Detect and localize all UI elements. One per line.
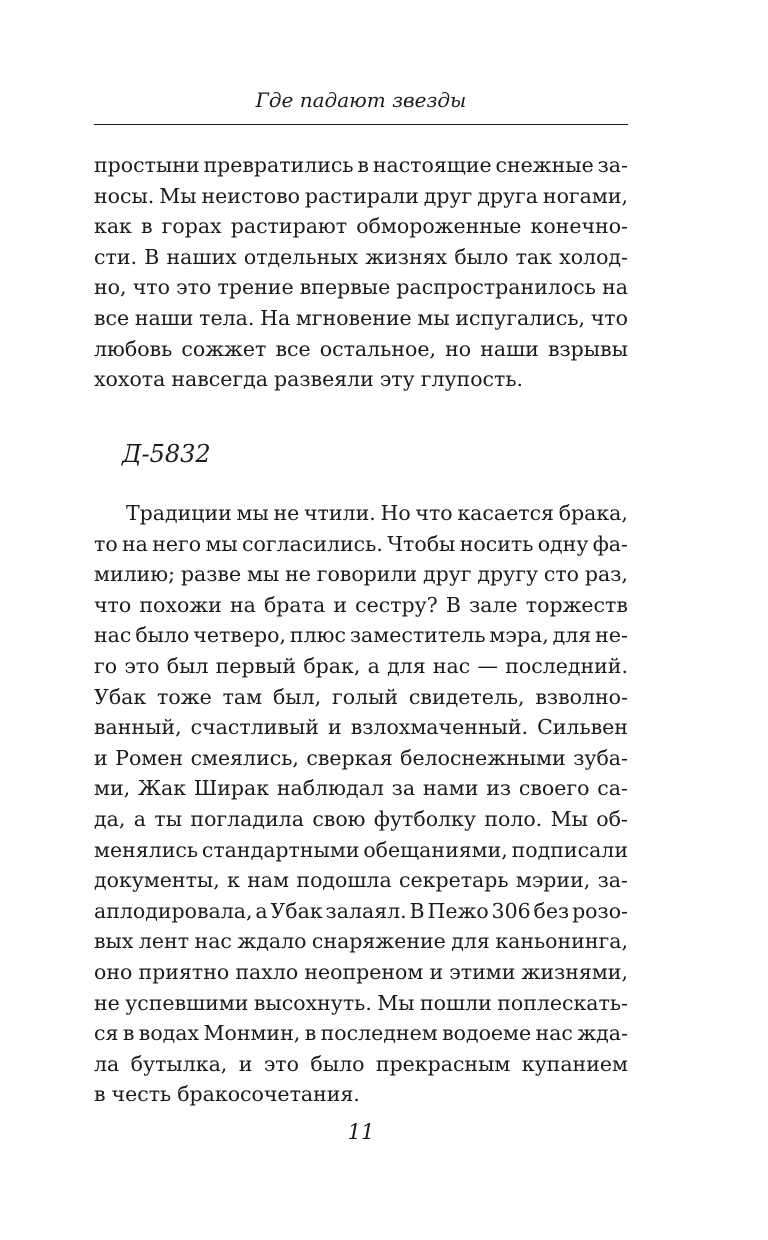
word: разве xyxy=(180,562,242,587)
word: а xyxy=(367,653,380,678)
word: неопреном xyxy=(304,959,424,984)
word: го xyxy=(94,653,118,678)
word: зуба- xyxy=(573,745,628,770)
word: нам xyxy=(247,868,290,893)
word: что xyxy=(94,592,132,617)
word: похожи xyxy=(139,592,222,617)
word: но, xyxy=(94,275,127,300)
paragraph-line xyxy=(94,529,628,560)
word: наших xyxy=(166,244,237,269)
word: не xyxy=(273,501,300,525)
word: залаял. xyxy=(325,898,407,923)
word: за xyxy=(391,776,416,801)
word: говорили xyxy=(316,562,418,587)
word: для xyxy=(451,929,490,954)
word: в xyxy=(122,1021,135,1046)
word: эту xyxy=(379,367,415,392)
word: было xyxy=(310,1051,365,1076)
word: любовь xyxy=(94,336,173,361)
word: к xyxy=(227,868,240,893)
word: стандартными xyxy=(201,837,360,862)
word: купанием xyxy=(521,1051,628,1076)
word: за- xyxy=(597,868,628,893)
word: торжеств xyxy=(525,592,628,617)
word: горах xyxy=(161,214,222,239)
word: брак, xyxy=(303,653,361,678)
word: снежные xyxy=(495,153,594,177)
word: ждa- xyxy=(577,1021,628,1046)
word: менялись xyxy=(94,837,199,862)
word: розо- xyxy=(572,898,628,923)
word: впервые xyxy=(299,275,391,300)
word: друг xyxy=(423,562,472,587)
word: друг xyxy=(423,183,473,208)
word: жизнях xyxy=(365,244,448,269)
word: Монмин, xyxy=(203,1021,301,1046)
word: был xyxy=(166,653,209,678)
word: голый xyxy=(331,684,399,709)
word: было xyxy=(135,623,190,648)
word: в xyxy=(357,153,369,177)
word: свою xyxy=(312,806,366,831)
paragraph-line xyxy=(94,150,628,181)
word: — xyxy=(477,653,498,678)
word: для xyxy=(387,653,426,678)
word: тела. xyxy=(199,305,255,330)
word: друга xyxy=(477,183,538,208)
word: хохота xyxy=(94,367,166,392)
word: документы, xyxy=(94,868,220,893)
word: что xyxy=(415,501,453,525)
word: сожжет xyxy=(181,336,267,361)
paragraph-line xyxy=(94,712,628,743)
word: подписали xyxy=(511,837,628,862)
word: настоящие xyxy=(372,153,492,177)
word: ногами, xyxy=(542,183,628,208)
word: об- xyxy=(596,806,628,831)
word: тоже xyxy=(157,684,212,709)
word: са- xyxy=(597,776,628,801)
paragraph-line xyxy=(94,988,628,1019)
word: это xyxy=(124,653,160,678)
word: последний. xyxy=(505,653,628,678)
paragraph-line xyxy=(94,743,628,774)
word: носить xyxy=(459,531,534,556)
paragraph-line xyxy=(94,896,628,927)
word: чтили. xyxy=(304,501,376,525)
word: Ромен xyxy=(115,745,184,770)
paragraph-line xyxy=(94,957,628,988)
paragraph-line xyxy=(94,181,628,212)
word: водоеме xyxy=(442,1021,532,1046)
word: и xyxy=(429,959,444,984)
word: Пежо xyxy=(427,898,489,923)
word: бутылка, xyxy=(130,1051,228,1076)
paragraph-line xyxy=(94,926,628,957)
word: и xyxy=(333,592,347,617)
word: футболку xyxy=(373,806,476,831)
word: брата xyxy=(263,592,326,617)
word: и xyxy=(94,745,108,770)
word: развеяли xyxy=(274,367,374,392)
word: поло. xyxy=(484,806,543,831)
word: ждало xyxy=(237,929,307,954)
word: В xyxy=(445,592,461,617)
word: Ширак xyxy=(193,776,270,801)
paragraph-line xyxy=(94,334,628,365)
word: в xyxy=(140,214,153,239)
paragraph-line xyxy=(94,590,628,621)
word: своего xyxy=(518,776,590,801)
word: Убак xyxy=(270,898,323,923)
paragraph-line xyxy=(94,303,628,334)
page-number: 11 xyxy=(347,1120,375,1144)
word: а xyxy=(255,898,268,923)
paragraph-line xyxy=(94,1049,628,1080)
word: секретарь xyxy=(399,868,509,893)
word: неистово xyxy=(201,183,300,208)
word: взлохмаченный. xyxy=(350,715,529,740)
word: аплодировала, xyxy=(94,898,253,923)
word: Традиции xyxy=(126,501,232,525)
word: так xyxy=(515,244,552,269)
word: что xyxy=(132,275,170,300)
paragraph-line xyxy=(94,364,628,395)
word: в xyxy=(94,1082,106,1107)
word: В xyxy=(144,244,160,269)
paragraph-line xyxy=(94,651,628,682)
word: жизнями, xyxy=(521,959,628,984)
word: первый xyxy=(215,653,297,678)
word: мэра, xyxy=(489,623,549,648)
word: ла xyxy=(94,1051,120,1076)
word: это xyxy=(263,1051,299,1076)
paragraph-line xyxy=(94,682,628,713)
word: взволно- xyxy=(535,684,628,709)
word: нас xyxy=(94,623,132,648)
word: свидетель, xyxy=(408,684,525,709)
paragraph-line xyxy=(94,804,628,835)
paragraph-line xyxy=(94,1079,628,1110)
word: сти. xyxy=(94,244,138,269)
word: отдельных xyxy=(243,244,359,269)
word: белоснежными xyxy=(400,745,566,770)
paragraph-line xyxy=(94,773,628,804)
word: мы xyxy=(236,501,269,525)
paragraph-line xyxy=(94,620,628,651)
word: носы. xyxy=(94,183,155,208)
word: а xyxy=(133,806,146,831)
word: то xyxy=(94,531,118,556)
word: успевшими xyxy=(125,990,249,1015)
word: счастливый xyxy=(190,715,319,740)
word: был, xyxy=(272,684,322,709)
word: последнем xyxy=(320,1021,438,1046)
word: было xyxy=(454,244,509,269)
paragraph-1 xyxy=(94,150,628,395)
word: за- xyxy=(597,153,628,177)
word: касается xyxy=(457,501,554,525)
word: снаряжение xyxy=(311,929,446,954)
running-head: Где падают звезды xyxy=(255,88,467,112)
paragraph-line xyxy=(94,211,628,242)
word: честь xyxy=(111,1082,172,1107)
word: обещаниями, xyxy=(363,837,508,862)
word: высохнуть. xyxy=(253,990,372,1015)
word: мы xyxy=(205,531,238,556)
word: остальное, xyxy=(319,336,436,361)
word: нас xyxy=(535,1021,573,1046)
word: Жак xyxy=(137,776,187,801)
word: мгновение xyxy=(295,305,412,330)
paragraph-line xyxy=(94,242,628,273)
word: оно xyxy=(94,959,133,984)
word: одну xyxy=(537,531,589,556)
word: мы xyxy=(417,305,450,330)
word: конечно- xyxy=(530,214,628,239)
word: вых xyxy=(94,929,134,954)
word: и xyxy=(238,1051,253,1076)
word: фа- xyxy=(592,531,628,556)
word: сестру? xyxy=(355,592,438,617)
word: поплескать- xyxy=(497,990,628,1015)
word: не xyxy=(285,562,311,587)
word: растирали xyxy=(304,183,419,208)
word: ванный, xyxy=(94,715,182,740)
word: испугались, xyxy=(455,305,586,330)
section-title: Д-5832 xyxy=(122,440,211,468)
word: это xyxy=(176,275,212,300)
word: В xyxy=(409,898,425,923)
word: Мы xyxy=(550,806,588,831)
word: заместитель xyxy=(349,623,486,648)
word: согласились. xyxy=(242,531,383,556)
word: все xyxy=(275,336,311,361)
word: бракосочетания. xyxy=(177,1082,360,1107)
word: Но xyxy=(380,501,411,525)
word: наблюдал xyxy=(276,776,384,801)
word: ся xyxy=(94,1021,119,1046)
paragraph-line xyxy=(94,835,628,866)
word: наши xyxy=(480,336,539,361)
word: смеялись, xyxy=(190,745,299,770)
word: холод- xyxy=(559,244,628,269)
word: мы xyxy=(246,562,280,587)
word: другу xyxy=(477,562,539,587)
word: в xyxy=(304,1021,317,1046)
word: мэрии, xyxy=(515,868,591,893)
word: Убак xyxy=(94,684,147,709)
word: простыни xyxy=(94,153,200,177)
word: плюс xyxy=(289,623,346,648)
word: четверо, xyxy=(193,623,286,648)
word: водах xyxy=(138,1021,200,1046)
word: на xyxy=(602,275,628,300)
word: милию; xyxy=(94,562,176,587)
word: приятно xyxy=(138,959,230,984)
word: погладила xyxy=(190,806,304,831)
word: каньонинга, xyxy=(495,929,628,954)
word: пошли xyxy=(420,990,492,1015)
word: прекрасным xyxy=(375,1051,511,1076)
word: ми, xyxy=(94,776,131,801)
word: раз, xyxy=(584,562,628,587)
word: взрывы xyxy=(547,336,628,361)
word: на xyxy=(122,531,148,556)
word: ты xyxy=(154,806,183,831)
word: На xyxy=(260,305,291,330)
word: брака, xyxy=(558,501,628,525)
word: Сильвен xyxy=(537,715,628,740)
word: этими xyxy=(449,959,516,984)
paragraph-line xyxy=(94,272,628,303)
word: да, xyxy=(94,806,126,831)
word: из xyxy=(486,776,512,801)
word: лент xyxy=(138,929,190,954)
paragraph-line xyxy=(94,865,628,896)
word: но xyxy=(445,336,472,361)
word: Мы xyxy=(377,990,415,1015)
word: все xyxy=(94,305,130,330)
paragraph-line xyxy=(94,1018,628,1049)
word: наши xyxy=(134,305,194,330)
word: что xyxy=(590,305,628,330)
word: сто xyxy=(543,562,580,587)
word: него xyxy=(152,531,202,556)
word: трение xyxy=(217,275,294,300)
word: Мы xyxy=(159,183,197,208)
word: там xyxy=(222,684,263,709)
word: растирают xyxy=(230,214,348,239)
word: нас xyxy=(432,653,471,678)
word: распространилось xyxy=(396,275,596,300)
word: как xyxy=(94,214,132,239)
word: Чтобы xyxy=(387,531,456,556)
header-rule xyxy=(94,124,628,125)
word: глупость. xyxy=(420,367,524,392)
word: превратились xyxy=(203,153,354,177)
word: 306 xyxy=(491,898,531,923)
paragraph-line xyxy=(94,559,628,590)
word: на xyxy=(229,592,256,617)
word: для xyxy=(552,623,592,648)
word: обмороженные xyxy=(356,214,522,239)
word: нами xyxy=(422,776,479,801)
paragraph-2 xyxy=(94,498,628,1110)
word: не xyxy=(94,990,120,1015)
paragraph-line xyxy=(94,498,628,529)
word: нас xyxy=(194,929,232,954)
word: подошла xyxy=(296,868,392,893)
word: зале xyxy=(469,592,518,617)
word: пахло xyxy=(235,959,299,984)
word: навсегда xyxy=(171,367,268,392)
word: не- xyxy=(595,623,628,648)
word: сверкая xyxy=(306,745,393,770)
word: и xyxy=(327,715,342,740)
word: без xyxy=(533,898,570,923)
